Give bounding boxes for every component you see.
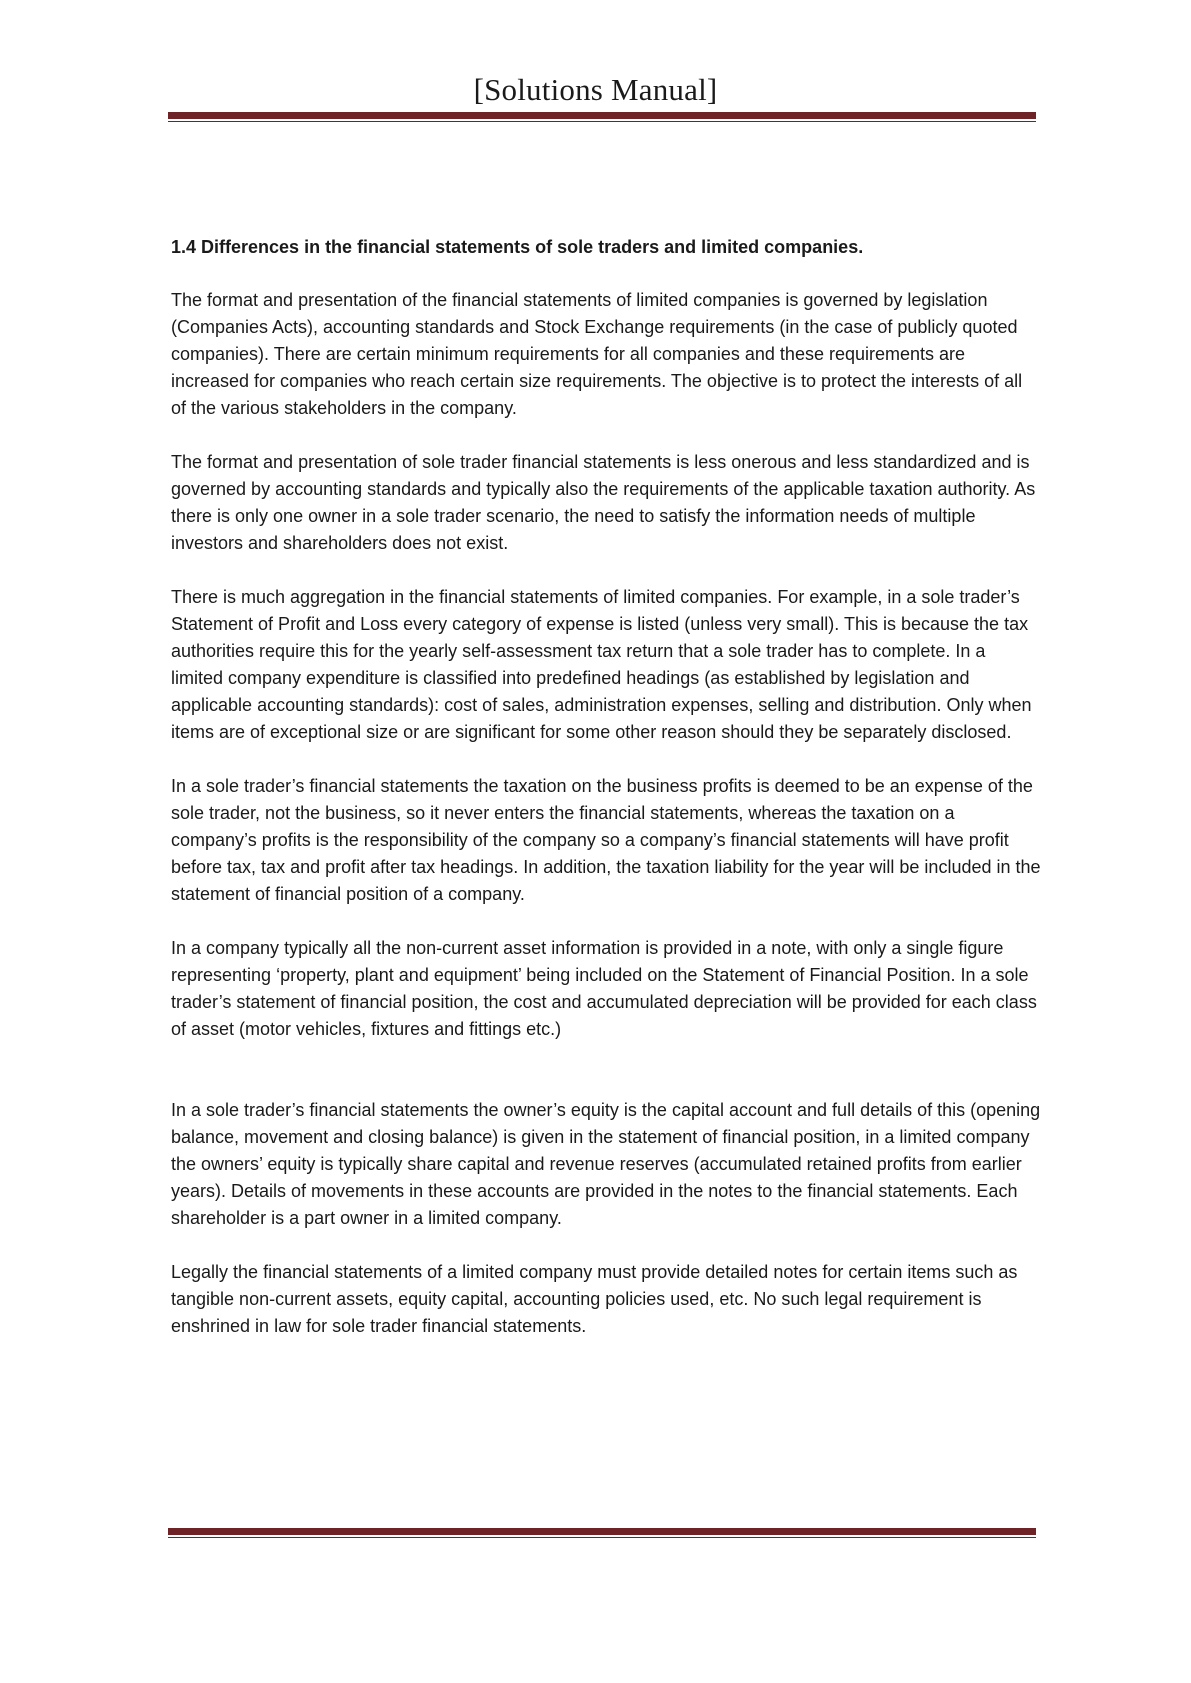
section-heading: 1.4 Differences in the financial statements of sole traders and limited companies. [171,237,864,257]
page-header-title: [Solutions Manual] [473,72,718,107]
paragraph: In a sole trader’s financial statements the taxation on the business profits is deemed to be an expense of the sole trader, not the business, so it never enters the financial statements, whereas the taxation on a company’s profits is the responsibility of the company so a company’s financial statements will have profit before tax, tax and profit after tax headings. In addition, the taxation liability for the year will be included in the statement of financial position of a company. [171,776,1041,904]
footer-rule [168,1528,1036,1538]
page-content [171,234,1041,1367]
paragraph: Legally the financial statements of a limited company must provide detailed notes for certain items such as tangible non-current assets, equity capital, accounting policies used, etc. No such legal requirement is enshrined in law for sole trader financial statements. [171,1262,1018,1336]
paragraph: In a company typically all the non-current asset information is provided in a note, with only a single figure representing ‘property, plant and equipment’ being included on the Statement of Financial Position. In a sole trader’s statement of financial position, the cost and accumulated depreciation will be provided for each class of asset (motor vehicles, fixtures and fittings etc.) [171,938,1037,1039]
header-rule [168,112,1036,122]
paragraph: In a sole trader’s financial statements the owner’s equity is the capital account and full details of this (opening balance, movement and closing balance) is given in the statement of financial position, in a limited company the owners’ equity is typically share capital and revenue reserves (accumulated retained profits from earlier years). Details of movements in these accounts are provided in the notes to the financial statements. Each shareholder is a part owner in a limited company. [171,1100,1041,1228]
paragraph: The format and presentation of sole trader financial statements is less onerous and less standardized and is governed by accounting standards and typically also the requirements of the applicable taxation authority. As there is only one owner in a sole trader scenario, the need to satisfy the information needs of multiple investors and shareholders does not exist. [171,452,1036,553]
paragraph: There is much aggregation in the financial statements of limited companies. For example, in a sole trader’s Statement of Profit and Loss every category of expense is listed (unless very small). This is because the tax authorities require this for the yearly self-assessment tax return that a sole trader has to complete. In a limited company expenditure is classified into predefined headings (as established by legislation and applicable accounting standards): cost of sales, administration expenses, selling and distribution. Only when items are of exceptional size or are significant for some other reason should they be separately disclosed. [171,587,1032,742]
paragraph: The format and presentation of the financial statements of limited companies is governed by legislation (Companies Acts), accounting standards and Stock Exchange requirements (in the case of publicly quoted companies). There are certain minimum requirements for all companies and these requirements are increased for companies who reach certain size requirements. The objective is to protect the interests of all of the various stakeholders in the company. [171,290,1023,418]
